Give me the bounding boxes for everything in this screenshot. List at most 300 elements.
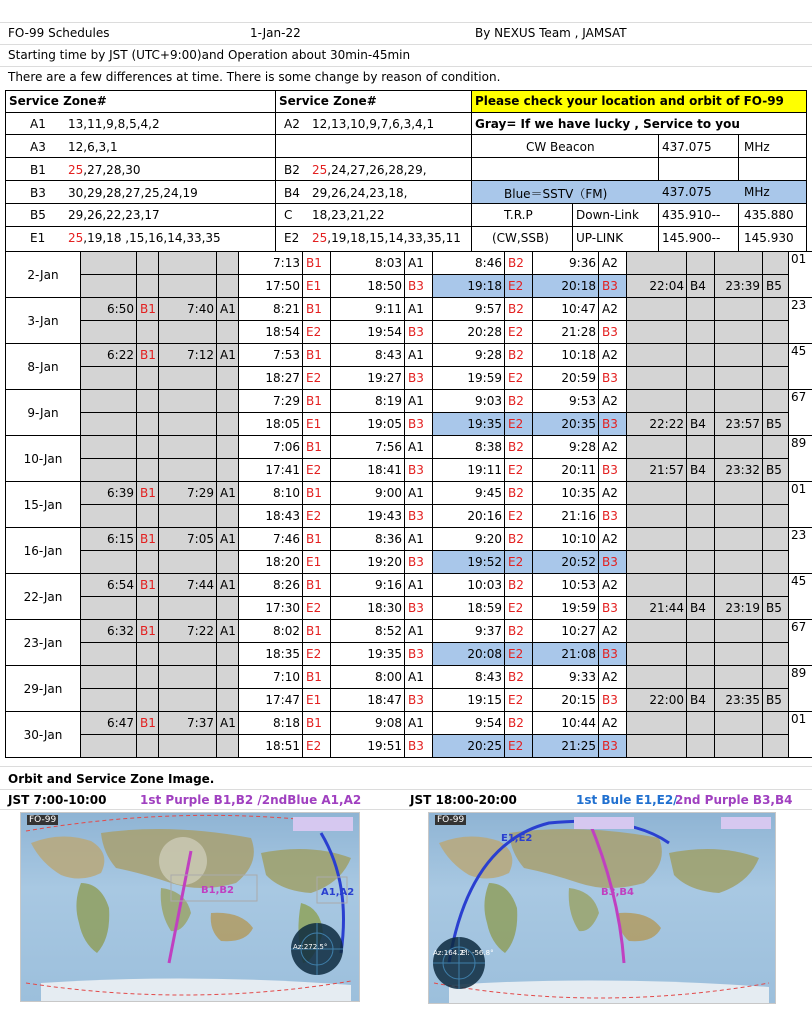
pass-time bbox=[159, 275, 217, 298]
pass-time: 22:00 bbox=[627, 689, 687, 712]
sheet-title: FO-99 Schedules bbox=[8, 26, 110, 40]
pass-time bbox=[627, 482, 687, 505]
pass-time bbox=[159, 735, 217, 758]
pass-zone: A2 bbox=[599, 344, 627, 367]
zone-value-text: 12,6,3,1 bbox=[68, 140, 118, 154]
sstv-label: Blue＝SSTV（FM) bbox=[504, 187, 608, 201]
pass-zone: A2 bbox=[599, 712, 627, 735]
pass-zone bbox=[763, 551, 789, 574]
zone-key: B3 bbox=[30, 186, 46, 200]
pass-zone: B2 bbox=[505, 574, 533, 597]
pass-time: 19:35 bbox=[433, 413, 505, 436]
pass-number: 67 bbox=[789, 390, 812, 436]
pass-time: 17:41 bbox=[239, 459, 303, 482]
pass-zone bbox=[687, 620, 715, 643]
pass-time: 9:45 bbox=[433, 482, 505, 505]
pass-zone bbox=[763, 528, 789, 551]
pass-zone: A1 bbox=[405, 666, 433, 689]
zone-value-highlight: 25 bbox=[68, 163, 84, 177]
right-radar-el: El: -56.8° bbox=[461, 949, 494, 957]
sstv-unit: MHz bbox=[744, 185, 770, 199]
pass-time: 19:18 bbox=[433, 275, 505, 298]
pass-zone bbox=[763, 367, 789, 390]
zone-value bbox=[68, 140, 118, 154]
pass-zone bbox=[217, 321, 239, 344]
downlink-to: 435.880 bbox=[744, 208, 794, 222]
pass-zone: E2 bbox=[505, 321, 533, 344]
right-caption-blue: 1st Bule E1,E2/ bbox=[576, 793, 678, 807]
left-map-graphic bbox=[21, 813, 359, 1001]
pass-zone bbox=[763, 321, 789, 344]
pass-time bbox=[715, 505, 763, 528]
pass-zone: B1 bbox=[137, 620, 159, 643]
pass-zone: E1 bbox=[303, 413, 331, 436]
pass-time bbox=[81, 689, 137, 712]
pass-time: 23:19 bbox=[715, 597, 763, 620]
pass-zone: B3 bbox=[599, 413, 627, 436]
pass-time: 20:59 bbox=[533, 367, 599, 390]
zone-key: B4 bbox=[284, 186, 300, 200]
left-label-purple: B1,B2 bbox=[201, 885, 234, 896]
pass-zone: B3 bbox=[599, 551, 627, 574]
pass-zone: B4 bbox=[687, 413, 715, 436]
zone-value-text: 30,29,28,27,25,24,19 bbox=[68, 186, 198, 200]
pass-time: 8:00 bbox=[331, 666, 405, 689]
pass-zone: E2 bbox=[505, 551, 533, 574]
pass-zone bbox=[137, 321, 159, 344]
right-map-tag: FO-99 bbox=[437, 815, 465, 825]
pass-zone: E1 bbox=[303, 551, 331, 574]
pass-zone bbox=[687, 643, 715, 666]
pass-time: 7:22 bbox=[159, 620, 217, 643]
pass-zone: B3 bbox=[599, 597, 627, 620]
pass-zone: A2 bbox=[599, 666, 627, 689]
pass-time: 9:16 bbox=[331, 574, 405, 597]
zone-key: B2 bbox=[284, 163, 300, 177]
trp-label: T.R.P bbox=[504, 208, 533, 222]
pass-zone bbox=[763, 735, 789, 758]
team-credit: By NEXUS Team , JAMSAT bbox=[475, 26, 627, 40]
pass-zone: B1 bbox=[137, 528, 159, 551]
pass-zone: B3 bbox=[405, 735, 433, 758]
table-row bbox=[6, 528, 812, 551]
pass-zone: B3 bbox=[599, 275, 627, 298]
pass-zone: B3 bbox=[405, 643, 433, 666]
date-cell: 8-Jan bbox=[6, 344, 81, 390]
pass-zone: B4 bbox=[687, 597, 715, 620]
table-row bbox=[6, 413, 812, 436]
pass-zone: B2 bbox=[505, 712, 533, 735]
pass-zone: A2 bbox=[599, 436, 627, 459]
pass-zone bbox=[217, 643, 239, 666]
table-row bbox=[6, 620, 812, 643]
pass-zone bbox=[137, 390, 159, 413]
pass-zone: B3 bbox=[599, 367, 627, 390]
pass-time bbox=[81, 597, 137, 620]
pass-time bbox=[627, 666, 687, 689]
pass-time bbox=[627, 344, 687, 367]
pass-time: 8:36 bbox=[331, 528, 405, 551]
sstv-freq: 437.075 bbox=[662, 185, 712, 199]
cw-beacon-unit: MHz bbox=[744, 140, 770, 154]
pass-zone bbox=[217, 597, 239, 620]
pass-zone: E2 bbox=[303, 643, 331, 666]
pass-time: 10:44 bbox=[533, 712, 599, 735]
pass-zone bbox=[137, 689, 159, 712]
zone-key: C bbox=[284, 208, 293, 222]
pass-time: 19:52 bbox=[433, 551, 505, 574]
pass-time: 19:15 bbox=[433, 689, 505, 712]
pass-number: 45 bbox=[789, 574, 812, 620]
pass-zone: E2 bbox=[505, 643, 533, 666]
pass-zone bbox=[137, 666, 159, 689]
pass-zone: B1 bbox=[137, 298, 159, 321]
pass-time: 8:43 bbox=[331, 344, 405, 367]
pass-zone: A1 bbox=[405, 390, 433, 413]
cw-beacon-freq: 437.075 bbox=[662, 140, 712, 154]
pass-number: 89 bbox=[789, 436, 812, 482]
pass-zone bbox=[763, 390, 789, 413]
table-row bbox=[6, 643, 812, 666]
pass-time: 9:00 bbox=[331, 482, 405, 505]
pass-time: 18:20 bbox=[239, 551, 303, 574]
pass-zone bbox=[217, 735, 239, 758]
pass-zone: B3 bbox=[599, 505, 627, 528]
pass-time: 6:54 bbox=[81, 574, 137, 597]
zone-value-highlight: 25 bbox=[312, 231, 328, 245]
pass-zone bbox=[217, 413, 239, 436]
pass-time: 7:12 bbox=[159, 344, 217, 367]
pass-time: 18:51 bbox=[239, 735, 303, 758]
table-row bbox=[6, 344, 812, 367]
pass-zone: A1 bbox=[405, 436, 433, 459]
zone-value bbox=[312, 231, 461, 245]
pass-time: 9:28 bbox=[533, 436, 599, 459]
zone-value-text: ,19,18 ,15,16,14,33,35 bbox=[83, 231, 221, 245]
pass-time: 10:10 bbox=[533, 528, 599, 551]
zone-value bbox=[68, 117, 160, 131]
pass-time: 8:21 bbox=[239, 298, 303, 321]
pass-zone bbox=[687, 321, 715, 344]
pass-zone bbox=[137, 643, 159, 666]
pass-time: 21:16 bbox=[533, 505, 599, 528]
pass-zone: E2 bbox=[505, 367, 533, 390]
pass-time: 8:43 bbox=[433, 666, 505, 689]
pass-zone: E2 bbox=[303, 735, 331, 758]
pass-zone: A1 bbox=[405, 344, 433, 367]
pass-zone bbox=[763, 252, 789, 275]
pass-zone: E2 bbox=[303, 459, 331, 482]
pass-number: 01 bbox=[789, 482, 812, 528]
pass-time bbox=[81, 390, 137, 413]
date-cell: 29-Jan bbox=[6, 666, 81, 712]
pass-time: 7:40 bbox=[159, 298, 217, 321]
pass-time: 17:47 bbox=[239, 689, 303, 712]
pass-time: 18:41 bbox=[331, 459, 405, 482]
pass-zone: B2 bbox=[505, 528, 533, 551]
pass-time bbox=[81, 367, 137, 390]
pass-time: 21:25 bbox=[533, 735, 599, 758]
pass-time bbox=[627, 436, 687, 459]
pass-zone: E2 bbox=[505, 735, 533, 758]
pass-time: 19:43 bbox=[331, 505, 405, 528]
date-cell: 2-Jan bbox=[6, 252, 81, 298]
pass-time bbox=[627, 735, 687, 758]
pass-zone bbox=[763, 574, 789, 597]
pass-zone: E2 bbox=[303, 597, 331, 620]
pass-zone bbox=[763, 298, 789, 321]
pass-zone: B1 bbox=[303, 344, 331, 367]
pass-zone bbox=[687, 298, 715, 321]
pass-zone bbox=[687, 712, 715, 735]
pass-zone: A1 bbox=[405, 574, 433, 597]
pass-zone: E2 bbox=[505, 275, 533, 298]
pass-zone: E2 bbox=[505, 597, 533, 620]
pass-zone bbox=[763, 436, 789, 459]
date-cell: 10-Jan bbox=[6, 436, 81, 482]
pass-time bbox=[715, 344, 763, 367]
pass-time bbox=[81, 252, 137, 275]
pass-zone bbox=[217, 505, 239, 528]
pass-zone: B1 bbox=[303, 482, 331, 505]
pass-zone: A1 bbox=[217, 574, 239, 597]
pass-time bbox=[81, 643, 137, 666]
pass-zone bbox=[217, 252, 239, 275]
pass-time: 10:47 bbox=[533, 298, 599, 321]
pass-time: 18:43 bbox=[239, 505, 303, 528]
pass-time: 7:10 bbox=[239, 666, 303, 689]
pass-time: 23:35 bbox=[715, 689, 763, 712]
pass-zone bbox=[687, 574, 715, 597]
pass-time bbox=[715, 436, 763, 459]
uplink-from: 145.900-- bbox=[662, 231, 721, 245]
pass-time: 6:50 bbox=[81, 298, 137, 321]
pass-time: 8:03 bbox=[331, 252, 405, 275]
pass-time bbox=[715, 528, 763, 551]
zone-key: A3 bbox=[30, 140, 46, 154]
pass-zone: B5 bbox=[763, 459, 789, 482]
pass-zone: B3 bbox=[405, 597, 433, 620]
table-row bbox=[6, 482, 812, 505]
pass-time bbox=[81, 413, 137, 436]
pass-time: 19:54 bbox=[331, 321, 405, 344]
pass-zone bbox=[137, 505, 159, 528]
zone-key: A2 bbox=[284, 117, 300, 131]
pass-time: 9:11 bbox=[331, 298, 405, 321]
pass-time bbox=[627, 551, 687, 574]
zone-value bbox=[68, 231, 221, 245]
pass-time: 19:11 bbox=[433, 459, 505, 482]
pass-zone: B3 bbox=[599, 735, 627, 758]
pass-zone: B5 bbox=[763, 413, 789, 436]
pass-time bbox=[715, 321, 763, 344]
pass-time: 10:18 bbox=[533, 344, 599, 367]
pass-time: 8:18 bbox=[239, 712, 303, 735]
pass-zone: B1 bbox=[137, 712, 159, 735]
pass-zone bbox=[763, 344, 789, 367]
pass-time: 21:44 bbox=[627, 597, 687, 620]
pass-time: 17:30 bbox=[239, 597, 303, 620]
pass-zone bbox=[763, 482, 789, 505]
pass-time bbox=[627, 367, 687, 390]
pass-time bbox=[715, 551, 763, 574]
pass-zone: A1 bbox=[217, 298, 239, 321]
zone-value-text: ,19,18,15,14,33,35,11 bbox=[327, 231, 461, 245]
pass-time: 18:05 bbox=[239, 413, 303, 436]
pass-time: 7:46 bbox=[239, 528, 303, 551]
pass-time bbox=[81, 459, 137, 482]
pass-zone: B5 bbox=[763, 689, 789, 712]
pass-time: 7:37 bbox=[159, 712, 217, 735]
pass-time: 9:53 bbox=[533, 390, 599, 413]
pass-time bbox=[159, 459, 217, 482]
pass-time bbox=[715, 643, 763, 666]
pass-zone: B1 bbox=[303, 436, 331, 459]
pass-time bbox=[715, 390, 763, 413]
pass-time: 8:10 bbox=[239, 482, 303, 505]
pass-zone: A2 bbox=[599, 298, 627, 321]
pass-time: 8:19 bbox=[331, 390, 405, 413]
pass-time: 9:37 bbox=[433, 620, 505, 643]
pass-zone: B3 bbox=[405, 459, 433, 482]
right-label-purple: B3,B4 bbox=[601, 887, 634, 898]
pass-time bbox=[715, 252, 763, 275]
pass-zone bbox=[687, 735, 715, 758]
pass-zone: B4 bbox=[687, 459, 715, 482]
pass-time: 7:56 bbox=[331, 436, 405, 459]
date-cell: 15-Jan bbox=[6, 482, 81, 528]
pass-zone: B1 bbox=[137, 482, 159, 505]
pass-time bbox=[715, 735, 763, 758]
pass-time: 23:39 bbox=[715, 275, 763, 298]
pass-zone bbox=[687, 344, 715, 367]
pass-time bbox=[627, 321, 687, 344]
pass-time: 19:35 bbox=[331, 643, 405, 666]
pass-zone: A1 bbox=[217, 620, 239, 643]
pass-number: 23 bbox=[789, 298, 812, 344]
pass-time: 19:05 bbox=[331, 413, 405, 436]
pass-zone: B3 bbox=[599, 321, 627, 344]
left-radar-az: Az:272.5° bbox=[293, 943, 328, 951]
pass-time bbox=[159, 390, 217, 413]
pass-zone: B2 bbox=[505, 390, 533, 413]
pass-time bbox=[715, 574, 763, 597]
pass-time: 20:11 bbox=[533, 459, 599, 482]
zone-value-text: ,27,28,30 bbox=[83, 163, 141, 177]
pass-zone: B4 bbox=[687, 689, 715, 712]
pass-number: 67 bbox=[789, 620, 812, 666]
pass-zone bbox=[137, 367, 159, 390]
pass-time: 19:27 bbox=[331, 367, 405, 390]
pass-zone bbox=[217, 666, 239, 689]
pass-time bbox=[159, 597, 217, 620]
pass-time: 9:03 bbox=[433, 390, 505, 413]
pass-time: 20:25 bbox=[433, 735, 505, 758]
pass-time: 21:08 bbox=[533, 643, 599, 666]
table-row bbox=[6, 551, 812, 574]
pass-number: 01 bbox=[789, 712, 812, 758]
pass-zone: E2 bbox=[505, 413, 533, 436]
left-orbit-map bbox=[20, 812, 360, 1002]
pass-time bbox=[627, 505, 687, 528]
pass-zone bbox=[217, 689, 239, 712]
pass-time bbox=[159, 252, 217, 275]
pass-zone bbox=[763, 712, 789, 735]
pass-zone: A2 bbox=[599, 574, 627, 597]
pass-time: 7:05 bbox=[159, 528, 217, 551]
downlink-label: Down-Link bbox=[576, 208, 639, 222]
pass-zone: B1 bbox=[303, 390, 331, 413]
pass-time bbox=[715, 298, 763, 321]
pass-zone: B1 bbox=[303, 712, 331, 735]
gray-note: Gray= If we have lucky , Service to you bbox=[475, 117, 740, 131]
pass-zone: E1 bbox=[303, 275, 331, 298]
pass-time: 9:36 bbox=[533, 252, 599, 275]
pass-time: 19:59 bbox=[533, 597, 599, 620]
pass-zone: B1 bbox=[137, 344, 159, 367]
pass-time: 6:32 bbox=[81, 620, 137, 643]
zone-value bbox=[312, 186, 407, 200]
zone-value-text: 13,11,9,8,5,4,2 bbox=[68, 117, 160, 131]
date-cell: 16-Jan bbox=[6, 528, 81, 574]
pass-zone: B3 bbox=[405, 505, 433, 528]
pass-time: 18:35 bbox=[239, 643, 303, 666]
pass-number: 45 bbox=[789, 344, 812, 390]
table-row bbox=[6, 321, 812, 344]
pass-time: 20:08 bbox=[433, 643, 505, 666]
right-label-blue: E1,E2 bbox=[501, 833, 533, 844]
pass-zone: A2 bbox=[599, 528, 627, 551]
pass-time bbox=[627, 528, 687, 551]
pass-zone bbox=[217, 390, 239, 413]
pass-time: 9:33 bbox=[533, 666, 599, 689]
zone-value bbox=[312, 117, 434, 131]
pass-zone: A1 bbox=[405, 528, 433, 551]
pass-zone bbox=[687, 551, 715, 574]
pass-time: 18:47 bbox=[331, 689, 405, 712]
pass-time: 20:28 bbox=[433, 321, 505, 344]
pass-zone bbox=[687, 436, 715, 459]
table-row bbox=[6, 275, 812, 298]
pass-zone: B2 bbox=[505, 252, 533, 275]
pass-zone: B1 bbox=[303, 666, 331, 689]
pass-time bbox=[627, 298, 687, 321]
pass-zone bbox=[687, 367, 715, 390]
pass-time: 9:20 bbox=[433, 528, 505, 551]
pass-zone bbox=[137, 436, 159, 459]
pass-zone bbox=[137, 459, 159, 482]
pass-zone: B2 bbox=[505, 666, 533, 689]
pass-zone bbox=[137, 551, 159, 574]
pass-time bbox=[159, 436, 217, 459]
pass-zone: B1 bbox=[303, 252, 331, 275]
right-orbit-map bbox=[428, 812, 776, 1004]
pass-time: 9:57 bbox=[433, 298, 505, 321]
table-row bbox=[6, 666, 812, 689]
pass-zone: B1 bbox=[303, 574, 331, 597]
zone-value bbox=[68, 163, 141, 177]
pass-time: 20:18 bbox=[533, 275, 599, 298]
pass-number: 23 bbox=[789, 528, 812, 574]
pass-time: 18:59 bbox=[433, 597, 505, 620]
zone-header-2: Service Zone# bbox=[279, 94, 377, 108]
pass-zone bbox=[687, 528, 715, 551]
zone-value bbox=[68, 186, 198, 200]
date-cell: 23-Jan bbox=[6, 620, 81, 666]
pass-zone: E2 bbox=[505, 689, 533, 712]
pass-zone bbox=[137, 252, 159, 275]
zone-value-text: 29,26,24,23,18, bbox=[312, 186, 408, 200]
